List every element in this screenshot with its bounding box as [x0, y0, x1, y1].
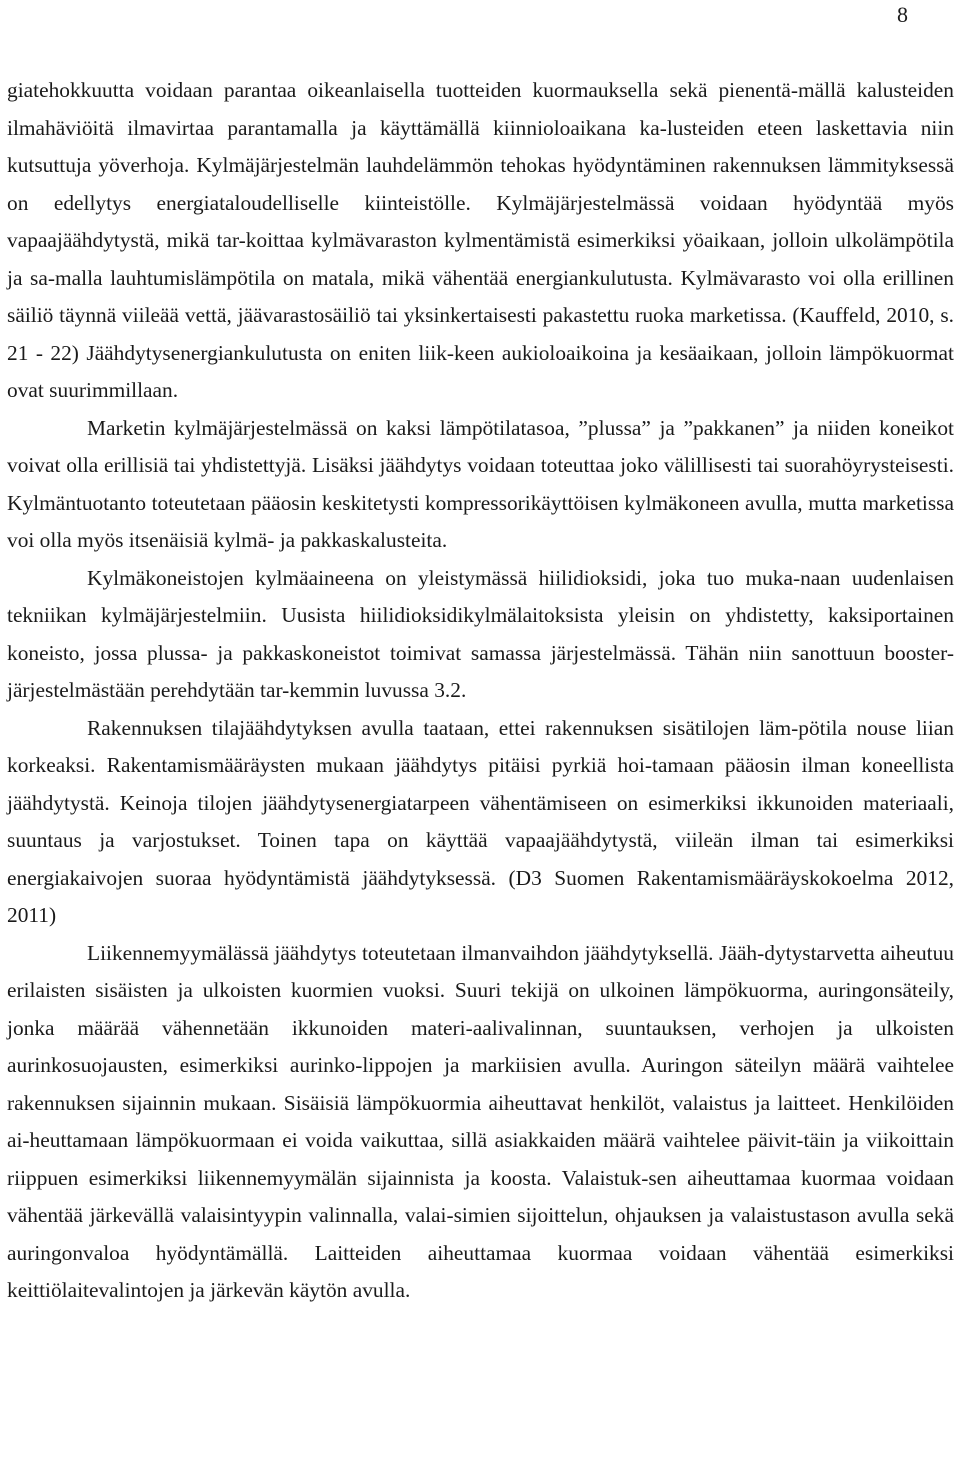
page-number: 8	[897, 2, 908, 27]
paragraph: Kylmäkoneistojen kylmäaineena on yleistymässä hiilidioksidi, joka tuo muka-naan uudenlaisen tekniikan kylmäjärjestelmiin. Uusista hiilidioksidikylmälaitoksista yleisin on yhdistetty, kaksiportainen koneisto, jossa plussa- ja pakkaskoneistot toimivat samassa järjestelmässä. Tähän niin sanottuun booster-järjestelmästään perehdytään tar-kemmin luvussa 3.2.	[7, 565, 954, 702]
paragraph: Marketin kylmäjärjestelmässä on kaksi lämpötilatasoa, ”plussa” ja ”pakkanen” ja niiden koneikot voivat olla erillisiä tai yhdistettyjä. Lisäksi jäähdytys voidaan toteuttaa joko välillisesti tai suorahöyrysteisesti. Kylmäntuotanto toteutetaan pääosin keskitetysti kompressorikäyttöisen kylmäkoneen avulla, mutta marketissa voi olla myös itsenäisiä kylmä- ja pakkaskalusteita.	[7, 415, 954, 552]
paragraph: Rakennuksen tilajäähdytyksen avulla taataan, ettei rakennuksen sisätilojen läm-pötila nouse liian korkeaksi. Rakentamismääräysten mukaan jäähdytys pitäisi pyrkiä hoi-tamaan pääosin ilman koneellista jäähdytystä. Keinoja tilojen jäähdytysenergiatarpeen vähentämiseen on esimerkiksi ikkunoiden materiaali, suuntaus ja varjostukset. Toinen tapa on käyttää vapaajäähdytystä, viileän ilman tai esimerkiksi energiakaivojen suoraa hyödyntämistä jäähdytyksessä. (D3 Suomen Rakentamismääräyskokoelma 2012, 2011)	[7, 715, 954, 927]
paragraph: Liikennemyymälässä jäähdytys toteutetaan ilmanvaihdon jäähdytyksellä. Jääh-dytystarvetta aiheutuu erilaisten sisäisten ja ulkoisten kuormien vuoksi. Suuri tekijä on ulkoinen lämpökuorma, auringonsäteily, jonka määrää vähennetään ikkunoiden materi-aalivalinnan, suuntauksen, verhojen ja ulkoisten aurinkosuojausten, esimerkiksi aurinko-lippojen ja markiisien avulla. Auringon säteilyn määrä vaihtelee rakennuksen sijainnin mukaan. Sisäisiä lämpökuormia aiheuttavat henkilöt, valaistus ja laitteet. Henkilöiden ai-heuttamaan lämpökuormaan ei voida vaikuttaa, sillä asiakkaiden määrä vaihtelee päivit-täin ja viikoittain riippuen esimerkiksi liikennemyymälän sijainnista ja koosta. Valaistuk-sen aiheuttamaa kuormaa voidaan vähentää järkevällä valaisintyypin valinnalla, valai-simien sijoittelun, ohjauksen ja valaistustason avulla sekä auringonvaloa hyödyntämällä. Laitteiden aiheuttamaa kuormaa voidaan vähentää esimerkiksi keittiölaitevalintojen ja järkevän käytön avulla.	[7, 940, 954, 1302]
document-body	[7, 72, 954, 1310]
paragraph: giatehokkuutta voidaan parantaa oikeanlaisella tuotteiden kuormauksella sekä pienentä-mällä kalusteiden ilmahäviöitä ilmavirtaa parantamalla ja käyttämällä kiinnioloaikana ka-lusteiden eteen laskettavia niin kutsuttuja yöverhoja. Kylmäjärjestelmän lauhdelämmön tehokas hyödyntäminen rakennuksen lämmityksessä on edellytys energiataloudelliselle kiinteistölle. Kylmäjärjestelmässä voidaan hyödyntää myös vapaajäähdytystä, mikä tar-koittaa kylmävaraston kylmentämistä esimerkiksi yöaikaan, jolloin ulkolämpötila ja sa-malla lauhtumislämpötila on matala, mikä vähentää energiankulutusta. Kylmävarasto voi olla erillinen säiliö täynnä viileää vettä, jäävarastosäiliö tai yksinkertaisesti pakastettu ruoka marketissa. (Kauffeld, 2010, s. 21 - 22) Jäähdytysenergiankulutusta on eniten liik-keen aukioloaikoina ja kesäaikaan, jolloin lämpökuormat ovat suurimmillaan.	[7, 78, 954, 402]
